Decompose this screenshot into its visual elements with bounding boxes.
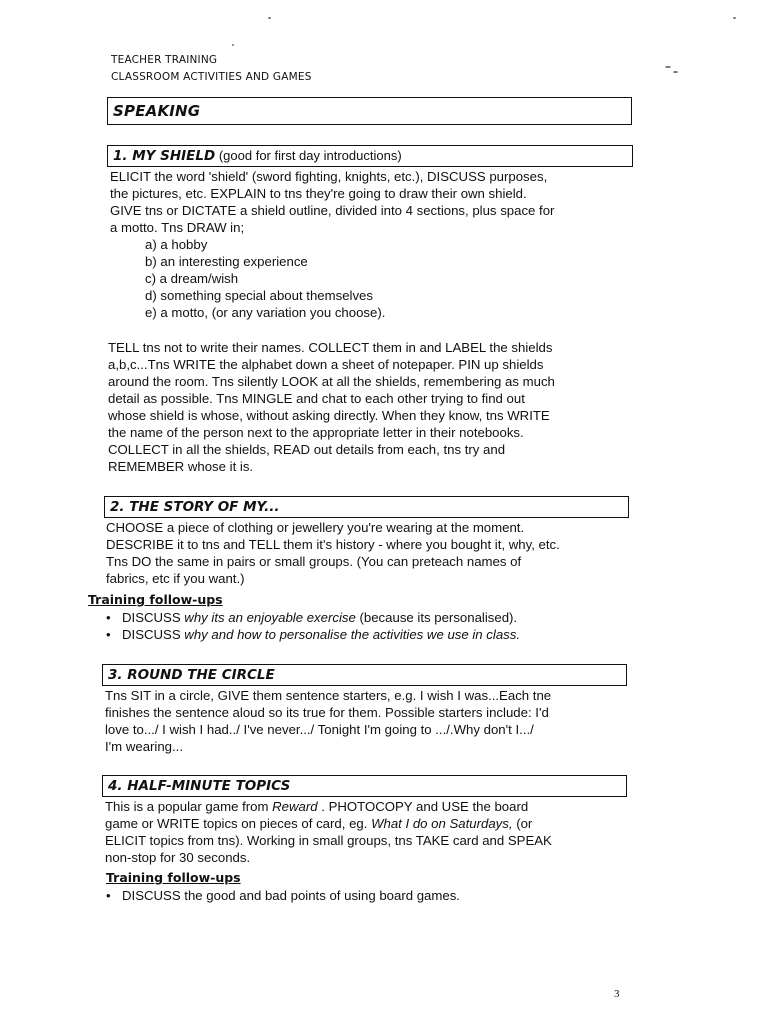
bullet-text-italic: why and how to personalise the activities we use in class. (184, 627, 521, 642)
header-line-2: CLASSROOM ACTIVITIES AND GAMES (111, 71, 312, 83)
text-line: a,b,c...Tns WRITE the alphabet down a sheet of notepaper. PIN up shields (108, 357, 544, 372)
bullet-text: DISCUSS (122, 627, 185, 642)
section-4-followups (106, 887, 460, 904)
section-2-title: 2. THE STORY OF MY... (110, 499, 280, 515)
section-3-body (105, 687, 625, 755)
text-line: the pictures, etc. EXPLAIN to tns they're going to draw their own shield. (110, 186, 527, 201)
text-run: This is a popular game from (105, 799, 273, 814)
list-item: a) a hobby (145, 237, 208, 252)
section-2-followups-title: Training follow-ups (88, 592, 223, 607)
text-line (105, 815, 625, 832)
list-item: d) something special about themselves (145, 288, 373, 303)
page-number: 3 (614, 988, 620, 1000)
text-line: GIVE tns or DICTATE a shield outline, divided into 4 sections, plus space for (110, 203, 555, 218)
bullet-marker: • (106, 610, 111, 625)
text-line: Tns DO the same in pairs or small groups. (You can preteach names of (106, 554, 522, 569)
text-line: I'm wearing... (105, 739, 184, 754)
list-item: b) an interesting experience (145, 254, 308, 269)
scan-speck (673, 71, 678, 73)
section-1-title-box (107, 145, 633, 167)
text-line: CHOOSE a piece of clothing or jewellery you're wearing at the moment. (106, 520, 525, 535)
section-1-intro (110, 168, 630, 236)
section-1-body (108, 339, 628, 475)
list-item: e) a motto, (or any variation you choose). (145, 305, 386, 320)
text-run-italic: Reward (272, 799, 318, 814)
bullet-marker: • (106, 888, 111, 903)
bullet-text-italic: why its an enjoyable exercise (184, 610, 356, 625)
bullet-marker: • (106, 627, 111, 642)
text-line: love to.../ I wish I had../ I've never.../ Tonight I'm going to .../.Why don't I.../ (105, 722, 534, 737)
scan-speck (268, 17, 271, 19)
section-1-title: 1. MY SHIELD (113, 148, 216, 164)
scan-speck (665, 66, 671, 68)
text-line (105, 832, 625, 849)
bullet-text: DISCUSS the good and bad points of using board games. (122, 888, 460, 903)
text-run: non-stop for 30 seconds. (105, 850, 251, 865)
bullet-item (106, 626, 520, 643)
text-line (105, 849, 625, 866)
text-line: detail as possible. Tns MINGLE and chat to each other trying to find out (108, 391, 525, 406)
section-1-subtitle: (good for first day introductions) (218, 148, 402, 163)
header-line-1: TEACHER TRAINING (111, 54, 218, 66)
bullet-item (106, 887, 460, 904)
speaking-title: SPEAKING (113, 102, 201, 120)
text-run: (or (512, 816, 533, 831)
section-2-title-box (104, 496, 629, 518)
document-header (111, 52, 312, 86)
text-line: a motto. Tns DRAW in; (110, 220, 245, 235)
scan-speck (733, 17, 736, 19)
text-line: COLLECT in all the shields, READ out details from each, tns try and (108, 442, 506, 457)
section-4-title: 4. HALF-MINUTE TOPICS (108, 778, 291, 794)
bullet-text: (because its personalised). (355, 610, 518, 625)
section-4-title-box (102, 775, 627, 797)
section-2-followups (106, 609, 520, 643)
scan-speck (232, 44, 234, 46)
list-item: c) a dream/wish (145, 271, 239, 286)
section-3-title: 3. ROUND THE CIRCLE (108, 667, 275, 683)
text-line: DESCRIBE it to tns and TELL them it's history - where you bought it, why, etc. (106, 537, 560, 552)
text-line: the name of the person next to the appropriate letter in their notebooks. (108, 425, 524, 440)
text-line: Tns SIT in a circle, GIVE them sentence starters, e.g. I wish I was...Each tne (105, 688, 552, 703)
text-run: . PHOTOCOPY and USE the board (317, 799, 529, 814)
text-run: ELICIT topics from tns). Working in small groups, tns TAKE card and SPEAK (105, 833, 552, 848)
text-line: fabrics, etc if you want.) (106, 571, 245, 586)
section-2-body (106, 519, 626, 587)
section-4-body (105, 798, 625, 866)
text-line: finishes the sentence aloud so its true for them. Possible starters include: I'd (105, 705, 549, 720)
text-line: around the room. Tns silently LOOK at all the shields, remembering as much (108, 374, 555, 389)
text-line: whose shield is whose, without asking directly. When they know, tns WRITE (108, 408, 550, 423)
section-4-followups-title: Training follow-ups (106, 870, 241, 885)
text-line: TELL tns not to write their names. COLLECT them in and LABEL the shields (108, 340, 553, 355)
text-line (105, 798, 625, 815)
bullet-text: DISCUSS (122, 610, 185, 625)
text-line: ELICIT the word 'shield' (sword fighting, knights, etc.), DISCUSS purposes, (110, 169, 548, 184)
section-3-title-box (102, 664, 627, 686)
bullet-item (106, 609, 520, 626)
section-1-list (145, 236, 385, 321)
text-run: game or WRITE topics on pieces of card, eg. (105, 816, 372, 831)
text-line: REMEMBER whose it is. (108, 459, 254, 474)
text-run-italic: What I do on Saturdays, (371, 816, 513, 831)
speaking-title-box (107, 97, 632, 125)
